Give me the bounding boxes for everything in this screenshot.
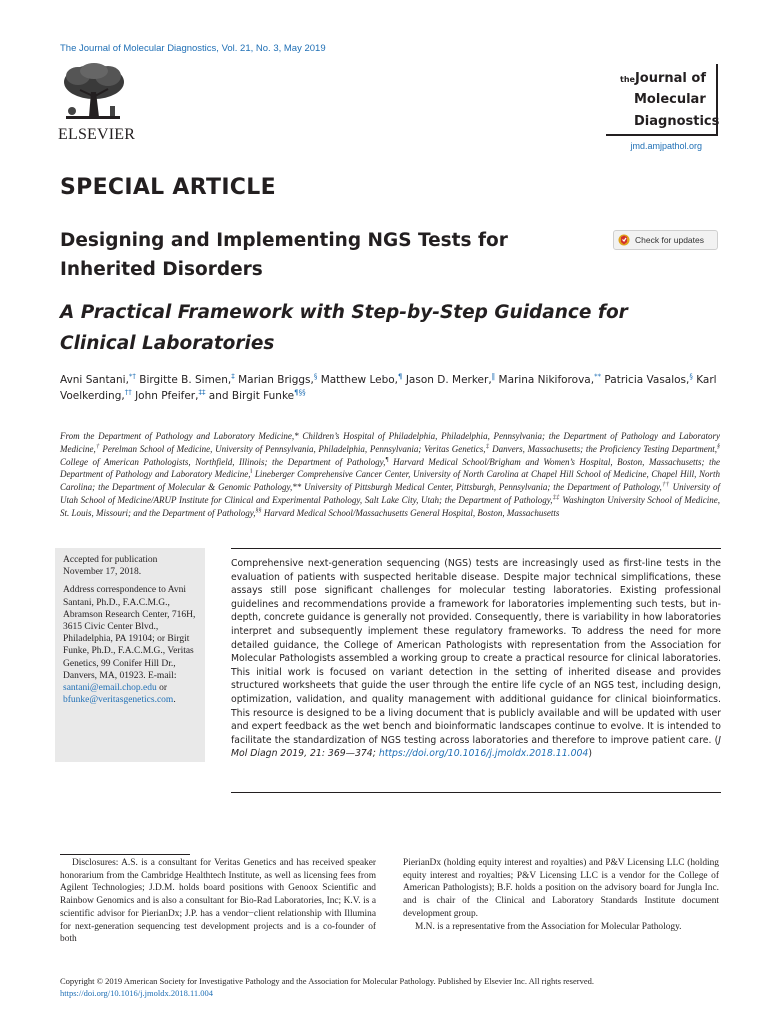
author: Patricia Vasalos,§: [604, 372, 693, 386]
journal-citation-header[interactable]: The Journal of Molecular Diagnostics, Vol. 21, No. 3, May 2019: [60, 43, 326, 54]
author-affiliation-mark[interactable]: §: [313, 372, 318, 381]
elsevier-logo: [58, 62, 140, 142]
copyright-notice: Copyright © 2019 American Society for Investigative Pathology and the Association for Molecular Pathology. Published by Elsevier Inc. All rights reserved.: [60, 976, 594, 986]
author: and Birgit Funke¶§§: [208, 388, 306, 402]
author-list: [60, 372, 720, 404]
article-title: [60, 226, 580, 284]
footer-doi-link[interactable]: https://doi.org/10.1016/j.jmoldx.2018.11.004: [60, 988, 214, 998]
correspondence-address: Address correspondence to Avni Santani, Ph.D., F.A.C.M.G., Abramson Research Center, 716H, 3615 Civic Center Blvd., Philadelphia, PA 19104; or Birgit Funke, Ph.D., F.A.C.M.G., Veritas Genetics, 99 Conifer Hill Dr., Danvers, MA, 01923. E-mail: santani@email.chop.edu or bfunke@veritasgenetics.com.: [63, 585, 196, 706]
abstract-doi-link[interactable]: https://doi.org/10.1016/j.jmoldx.2018.11.004: [378, 748, 589, 760]
check-updates-label: Check for updates: [635, 235, 704, 245]
author-affiliation-mark[interactable]: ¶: [398, 372, 403, 381]
journal-url-link[interactable]: jmd.amjpathol.org: [630, 141, 702, 151]
author-affiliation-mark[interactable]: ‖: [491, 372, 496, 381]
journal-logo: [606, 64, 718, 136]
disclosures-right-paragraph: M.N. is a representative from the Association for Molecular Pathology.: [415, 921, 682, 932]
abstract-citation: J Mol Diagn 2019, 21: 369—374;: [231, 734, 721, 760]
article-subtitle-line2: Clinical Laboratories: [60, 333, 275, 354]
author-affiliation-mark[interactable]: **: [594, 372, 602, 381]
article-type-heading: SPECIAL ARTICLE: [60, 175, 276, 200]
abstract-bottom-rule: [231, 792, 721, 793]
disclosures-right-paragraph: PierianDx (holding equity interest and royalties) and P&V Licensing LLC (holding equity interest and royalties; P&V Licensing LLC is a vendor for the College of American Pathologists); B.F. holds a position on the advisory board for Jungla Inc. and is chair of the Clinical and Laboratory Standards Institute document development group.: [403, 858, 719, 919]
abstract-text: Comprehensive next-generation sequencing (NGS) tests are increasingly used as first-line tests in the evaluation of patients with suspected heritable disease. Despite major technical simplifications, these assays still pose significant challenges for molecular testing laboratories. Existing professional guidelines and recommendations provide a framework for laboratories implementing such tests, but in-depth, concrete guidance is generally not provided. Consequently, there is variability in how laboratories interpret and subsequently implement these regulatory frameworks. To address the need for more detailed guidance, the College of American Pathologists with representation from the Association for Molecular Pathologists assembled a working group to create a practical resource for clinical laboratories. This initial work is focused on variant detection in the setting of inherited disease and provides structured worksheets that guide the user through the entire life cycle of an NGS test, including design, optimization, validation, and quality management with additional guidance for clinical bioinformatics. This resource is designed to be a living document that is publicly available and will be updated with user and expert feedback as the wet bench and bioinformatic landscapes continue to evolve. It is intended to facilitate the standardization of NGS testing across laboratories and therefore to improve patient care. (: [231, 558, 721, 746]
author-affiliation-mark[interactable]: ¶§§: [294, 388, 306, 397]
author: Karl Voelkerding,††: [60, 374, 717, 402]
author: John Pfeifer,‡‡: [135, 388, 206, 402]
article-title-line2: Inherited Disorders: [60, 259, 263, 280]
author: Marian Briggs,§: [238, 372, 318, 386]
journal-logo-line3: Diagnostics: [634, 114, 720, 129]
abstract: Comprehensive next-generation sequencing (NGS) tests are increasingly used as first-line tests in the evaluation of patients with suspected heritable disease. Despite major technical simplifications, these assays still pose significant challenges for molecular testing laboratories. Existing professional guidelines and recommendations provide a framework for laboratories implementing such tests, but in-depth, concrete guidance is generally not provided. Consequently, there is variability in how laboratories interpret and subsequently implement these regulatory frameworks. To address the need for more detailed guidance, the College of American Pathologists with representation from the Association for Molecular Pathologists assembled a working group to create a practical resource for clinical laboratories. This initial work is focused on variant detection in the setting of inherited disease and provides structured worksheets that guide the user through the entire life cycle of an NGS test, including design, optimization, validation, and quality management with additional guidance for clinical bioinformatics. This resource is designed to be a living document that is publicly available and will be updated with user and expert feedback as the wet bench and bioinformatic landscapes continue to evolve. It is intended to facilitate the standardization of NGS testing across laboratories and therefore to improve patient care. (J Mol Diagn 2019, 21: 369—374; https://doi.org/10.1016/j.jmoldx.2018.11.004): [231, 548, 721, 761]
journal-logo-line1: Journal of: [634, 71, 706, 86]
author: Marina Nikiforova,**: [498, 372, 602, 386]
author: Jason D. Merker,‖: [405, 372, 496, 386]
check-for-updates-button[interactable]: [613, 230, 718, 250]
article-subtitle-line1: A Practical Framework with Step-by-Step Guidance for: [60, 302, 628, 323]
author: Avni Santani,*†: [60, 372, 136, 386]
author-affiliation-mark[interactable]: ‡‡: [198, 388, 206, 397]
accepted-date: Accepted for publication November 17, 2018.: [63, 555, 158, 578]
disclosures-right: [403, 857, 719, 933]
author-affiliation-mark[interactable]: ††: [124, 388, 132, 397]
publisher-name: ELSEVIER: [58, 126, 136, 143]
footnote-divider: [60, 854, 190, 855]
author-affiliation-mark[interactable]: *†: [128, 372, 136, 381]
author: Matthew Lebo,¶: [320, 372, 403, 386]
check-updates-icon: [618, 234, 630, 246]
affiliations: From the Department of Pathology and Laboratory Medicine,* Children’s Hospital of Philadelphia, Philadelphia, Pennsylvania; the Department of Pathology and Laboratory Medicine,† Perelman School of Medicine, University of Pennsylvania, Philadelphia, Pennsylvania; Veritas Genetics,‡ Danvers, Massachusetts; the Proficiency Testing Department,§ College of American Pathologists, Northfield, Illinois; the Department of Pathology,¶ Harvard Medical School/Brigham and Women’s Hospital, Boston, Massachusetts; the Department of Pathology and Laboratory Medicine,‖ Lineberger Comprehensive Cancer Center, University of North Carolina at Chapel Hill School of Medicine, Chapel Hill, North Carolina; the Department of Molecular & Genomic Pathology,** University of Pittsburgh Medical Center, Pittsburgh, Pennsylvania; the Department of Pathology,†† University of Utah School of Medicine/ARUP Institute for Clinical and Experimental Pathology, Salt Lake City, Utah; the Department of Pathology,‡‡ Washington University School of Medicine, St. Louis, Missouri; and the Department of Pathology,§§ Harvard Medical School/Massachusetts General Hospital, Boston, Massachusetts: [60, 431, 721, 518]
author-affiliation-mark[interactable]: ‡: [231, 372, 235, 381]
article-info-sidebar: [55, 548, 205, 762]
elsevier-tree-icon: [58, 62, 128, 124]
disclosures-left: Disclosures: A.S. is a consultant for Veritas Genetics and has received speaker honorarium from the Cambridge Healthtech Institute, as well as licensing fees from Agilent Technologies; J.D.M. holds board positions with Genoox Scientific and Rainbow Genomics and is also a consultant for Bio-Rad Laboratories, Inc; K.V. is a scientific advisor for PierianDx; J.P. has a vendor−client relationship with Illumina for next-generation sequencing test development projects and is a co-founder of both: [60, 858, 376, 945]
email-link-funke[interactable]: bfunke@veritasgenetics.com: [63, 695, 174, 706]
email-link-santani[interactable]: santani@email.chop.edu: [63, 683, 157, 694]
journal-logo-the: the: [620, 75, 635, 84]
author-affiliation-mark[interactable]: §: [689, 372, 693, 381]
journal-logo-line2: Molecular: [634, 92, 706, 107]
article-title-line1: Designing and Implementing NGS Tests for: [60, 230, 508, 251]
article-subtitle: [60, 297, 700, 359]
author: Birgitte B. Simen,‡: [139, 372, 235, 386]
